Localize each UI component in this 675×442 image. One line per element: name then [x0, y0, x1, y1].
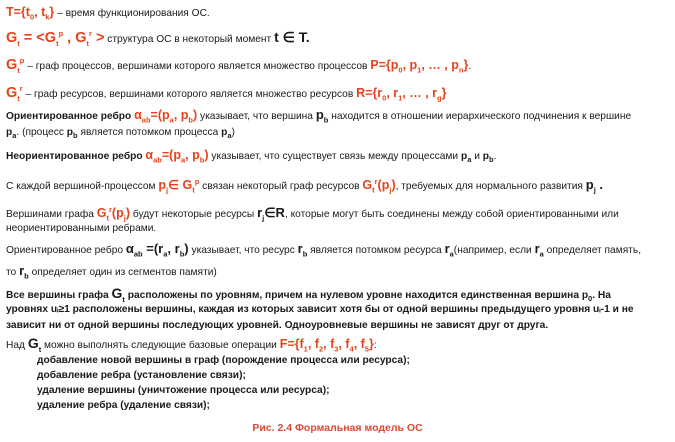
- formula-Gtr-pj: $G_t^r(p_j)$: [362, 176, 396, 195]
- line-directed-edge: Ориентированное ребро $\alpha_{ab}=(p_a$, $p_b$) указывает, что вершина $p_b$ находится в отношении иерархического подчинения к вершине: [6, 107, 632, 125]
- line-process-graph: $G_t^p$ – граф процессов, вершинами которого является множество процессов $P=\{p_0$, $p_1$, … , $p_n$}.: [6, 56, 472, 75]
- line-undirected-edge: Неориентированное ребро $\alpha_{ab}=(p_a$, $p_b$) указывает, что существует связь между процессами $p_a$ и $p_b$.: [6, 148, 497, 165]
- formula-P: $P=\{p_0$, $p_1$, … , $p_n$}: [370, 58, 469, 75]
- line-resource-edge: Ориентированное ребро $\alpha_{ab} =(r_a$, $r_b$) указывает, что ресурс $r_b$ является потомком ресурса $r_a(например$, если $r_a$ определяет память,: [6, 241, 642, 259]
- formula-pj-in-Gtp: $p_j\in$ $G_t^p$: [158, 176, 200, 195]
- formula-Gtr-pj-2: $G_t^r(p_j)$: [96, 204, 130, 223]
- formula-rj-in-R: $r_j\in R$: [257, 205, 285, 223]
- formula-pb-2: $p_b$: [66, 127, 78, 141]
- line-levels: Все вершины графа $G_t$ расположены по уровням, причем на нулевом уровне находится единственная вершина $р_0$. На: [6, 285, 611, 304]
- formula-alpha-ab-undirected: $\alpha_{ab}=(p_a$, $p_b$): [145, 148, 209, 165]
- line-resource-graph: $G_t^r$ – граф ресурсов, вершинами которого является множество ресурсов $R=\{r_0$, $r_1$, … , $r_g$}: [6, 84, 447, 103]
- line-vertex-process: С каждой вершиной-процессом $p_j\in$ $G_t^p$ связан некоторый граф ресурсов $G_t^r(p_j)$, требуемых для нормального развития $p_j$ .: [6, 176, 604, 195]
- formula-Gt-levels: $G_t$: [111, 285, 125, 304]
- formula-t-in-T: t ∈ T.: [274, 29, 310, 45]
- figure-caption: Рис. 2.4 Формальная модель ОС: [252, 422, 423, 434]
- formula-alpha-ab: $\alpha_{ab}=(p_a$, $p_b$): [134, 108, 198, 125]
- formula-ra: $r_a$: [444, 241, 454, 259]
- operation-item: добавление ребра (установление связи);: [37, 370, 246, 381]
- line-graph-vertices-2: неориентированными ребрами.: [6, 223, 157, 234]
- formula-pa: $p_a$: [6, 127, 17, 141]
- formula-alpha-ab-resources: $\alpha_{ab} =(r_a$, $r_b$): [125, 241, 189, 259]
- operation-item: добавление новой вершины в граф (порождение процесса или ресурса);: [37, 355, 410, 366]
- formula-pa-2: $p_a$: [221, 127, 232, 141]
- line-time: $T=\{t_0$, $t_k$} – время функционирования ОС.: [6, 5, 210, 22]
- line-directed-edge-2: $p_a$. (процесс $p_b$ является потомком процесса $p_a$): [6, 127, 235, 141]
- line-operations-intro: Над $G_t$ можно выполнять следующие базовые операции $F=\{f_1$, $f_2$, $f_3$, $f_4$, $f_5$}:: [6, 335, 377, 354]
- formula-F: $F=\{f_1$, $f_2$, $f_3$, $f_4$, $f_5$}: [279, 337, 374, 354]
- line-memory-segment: то $r_b$ определяет один из сегментов памяти): [6, 263, 217, 281]
- line-structure: $G_t = <G_t^p$ , $G_t^r$ > структура ОС в некоторый момент t ∈ T.: [6, 29, 310, 48]
- operation-item: удаление ребра (удаление связи);: [37, 400, 210, 411]
- line-levels-2: уровнях uᵢ≥1 расположены вершины, каждая из которых зависит хотя бы от одной вершины предыдущего уровня uᵢ-1 и не: [6, 304, 634, 315]
- formula-pb: $p_b$: [315, 107, 329, 125]
- line-levels-3: зависит ни от одной вершины последующих уровней. Одноуровневые вершины не зависят друг от друга.: [6, 320, 549, 331]
- formula-pa-3: $p_a$: [460, 151, 472, 165]
- formula-Gtr: $G_t^r$: [6, 84, 23, 103]
- line-graph-vertices: Вершинами графа $G_t^r(p_j)$ будут некоторые ресурсы $r_j\in R$, которые могут быть соединены между собой ориентированными или: [6, 204, 619, 223]
- formula-R: $R=\{r_0$, $r_1$, … , $r_g$}: [356, 86, 447, 103]
- formula-Gtp: $G_t^p$: [6, 56, 25, 75]
- formula-Gt-ops: $G_t$: [27, 335, 42, 354]
- formula-rb-2: $r_b$: [19, 263, 29, 281]
- operation-item: удаление вершины (уничтожение процесса или ресурса);: [37, 385, 330, 396]
- formula-Gt: $G_t = <G_t^p$ , $G_t^r$ >: [6, 29, 105, 48]
- formula-ra-2: $r_a$: [534, 241, 544, 259]
- formula-T: $T=\{t_0$, $t_k$}: [6, 5, 55, 22]
- formula-pj: $p_j$ .: [585, 177, 604, 195]
- formula-rb: $r_b$: [297, 241, 308, 259]
- formula-pb-3: $p_b$: [482, 151, 494, 165]
